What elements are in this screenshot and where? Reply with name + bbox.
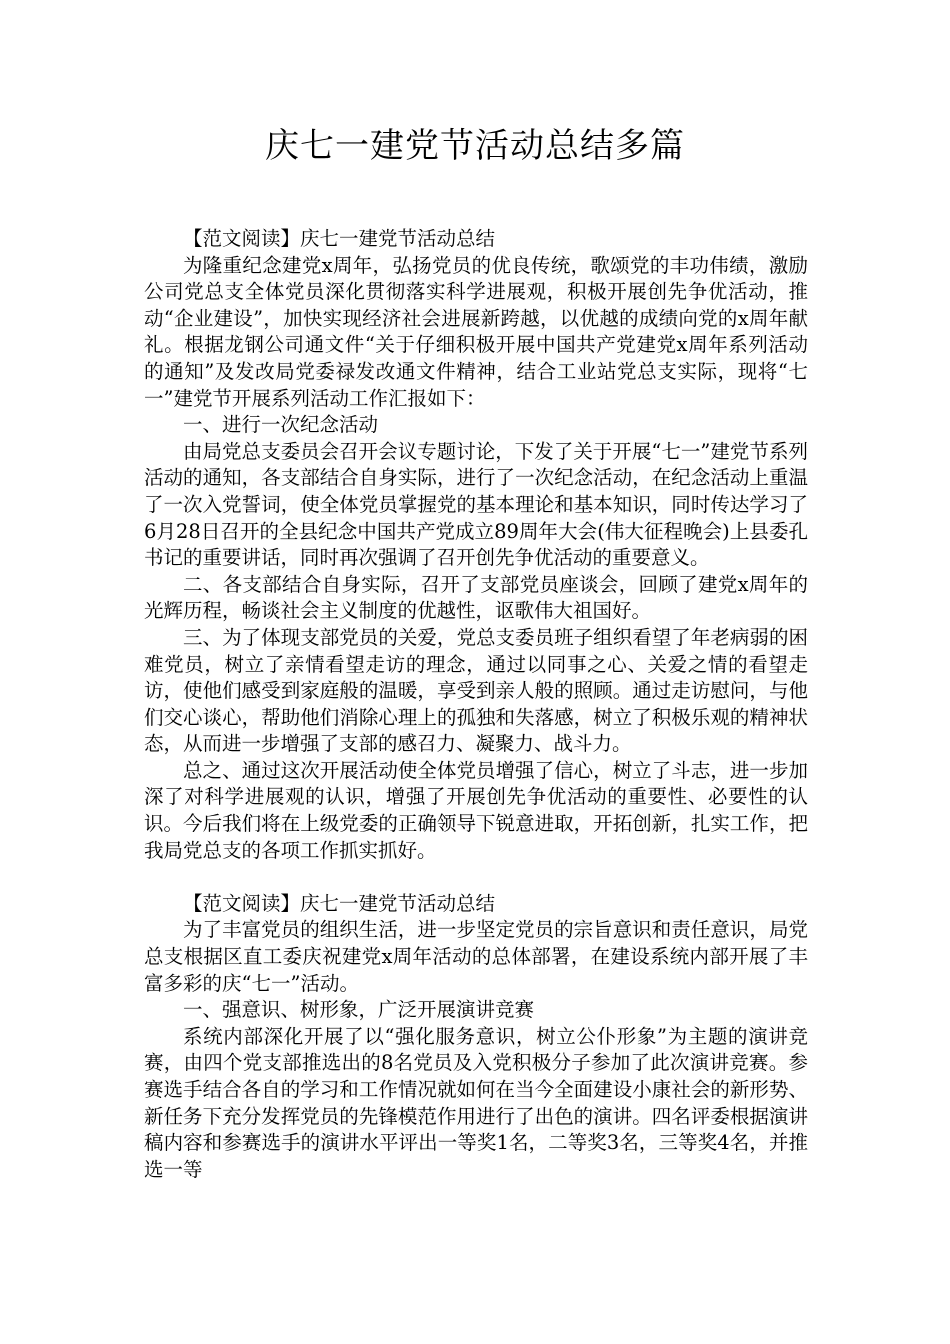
paragraph: 由局党总支委员会召开会议专题讨论，下发了关于开展“七一”建党节系列活动的通知，各支部结合自身实际，进行了一次纪念活动，在纪念活动上重温了一次入党誓词，使全体党员掌握党的基本理论和基本知识，同时传达学习了6月28日召开的全县纪念中国共产党成立89周年大会(伟大征程晚会)上县委孔书记的重要讲话，同时再次强调了召开创先争优活动的重要意义。 bbox=[144, 439, 808, 570]
paragraph: 二、各支部结合自身实际，召开了支部党员座谈会，回顾了建党x周年的光辉历程，畅谈社会主义制度的优越性，讴歌伟大祖国好。 bbox=[144, 572, 808, 623]
section-1-heading: 【范文阅读】庆七一建党节活动总结 bbox=[183, 227, 496, 250]
document-title: 庆七一建党节活动总结多篇 bbox=[265, 126, 685, 166]
paragraph: 为隆重纪念建党x周年，弘扬党员的优良传统，歌颂党的丰功伟绩，激励公司党总支全体党员深化贯彻落实科学进展观，积极开展创先争优活动，推动“企业建设”，加快实现经济社会进展新跨越，以优越的成绩向党的x周年献礼。根据龙钢公司通文件“关于仔细积极开展中国共产党建党x周年系列活动的通知”及发改局党委禄发改通文件精神，结合工业站党总支实际，现将“七一”建党节开展系列活动工作汇报如下： bbox=[144, 253, 808, 410]
paragraph: 总之、通过这次开展活动使全体党员增强了信心，树立了斗志，进一步加深了对科学进展观的认识，增强了开展创先争优活动的重要性、必要性的认识。今后我们将在上级党委的正确领导下锐意进取，开拓创新，扎实工作，把我局党总支的各项工作抓实抓好。 bbox=[144, 758, 808, 862]
document-body bbox=[144, 226, 808, 1183]
subheading: 一、进行一次纪念活动 bbox=[183, 413, 379, 437]
paragraph: 三、为了体现支部党员的关爱，党总支委员班子组织看望了年老病弱的困难党员，树立了亲情看望走访的理念，通过以同事之心、关爱之情的看望走访，使他们感受到家庭般的温暖，享受到亲人般的照顾。通过走访慰问，与他们交心谈心，帮助他们消除心理上的孤独和失落感，树立了积极乐观的精神状态，从而进一步增强了支部的感召力、凝聚力、战斗力。 bbox=[144, 625, 808, 756]
paragraph: 系统内部深化开展了以“强化服务意识，树立公仆形象”为主题的演讲竞赛，由四个党支部推选出的8名党员及入党积极分子参加了此次演讲竞赛。参赛选手结合各自的学习和工作情况就如何在当今全面建设小康社会的新形势、新任务下充分发挥党员的先锋模范作用进行了出色的演讲。四名评委根据演讲稿内容和参赛选手的演讲水平评出一等奖1名，二等奖3名，三等奖4名，并推选一等 bbox=[144, 1024, 808, 1181]
subheading: 一、强意识、树形象，广泛开展演讲竞赛 bbox=[183, 998, 535, 1022]
section-2-heading: 【范文阅读】庆七一建党节活动总结 bbox=[183, 891, 496, 915]
paragraph: 为了丰富党员的组织生活，进一步坚定党员的宗旨意识和责任意识，局党总支根据区直工委庆祝建党x周年活动的总体部署，在建设系统内部开展了丰富多彩的庆“七一”活动。 bbox=[144, 918, 808, 995]
